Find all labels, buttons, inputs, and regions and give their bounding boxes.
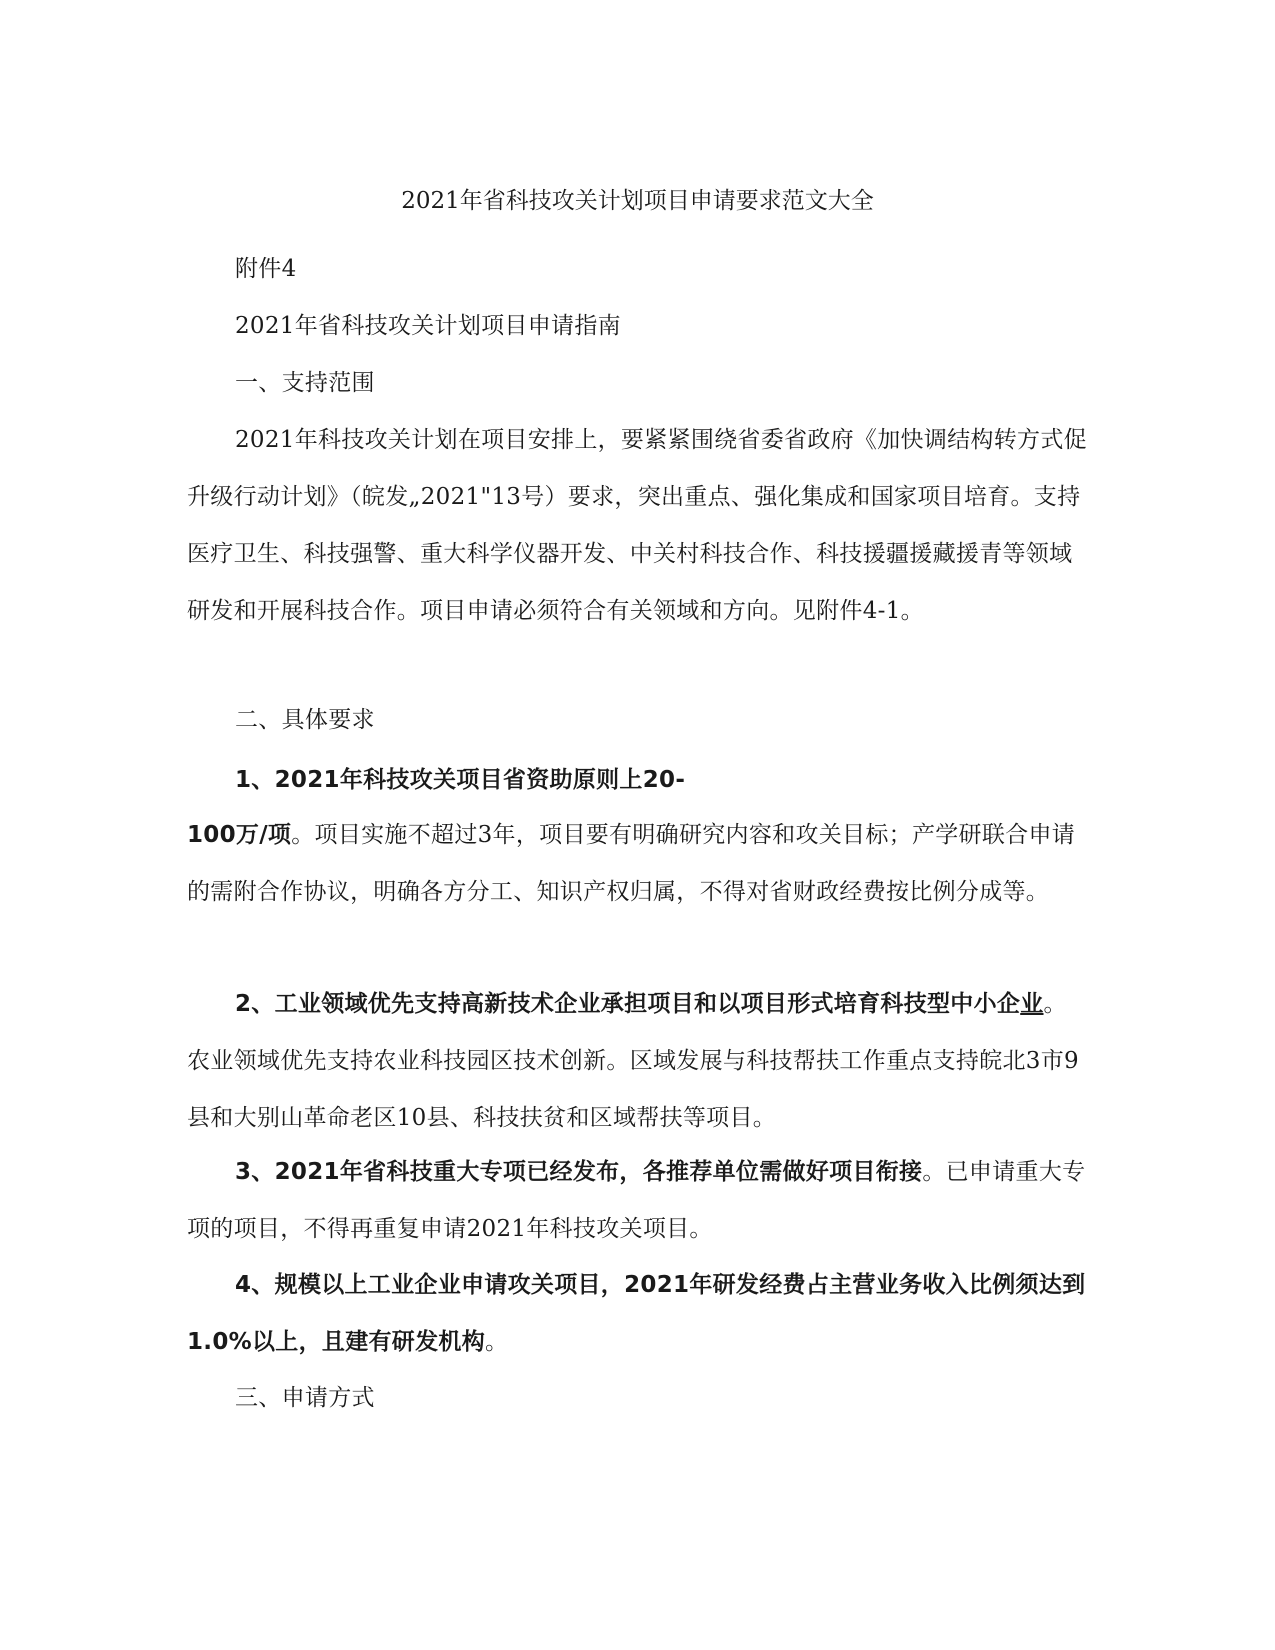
requirement-3-text: 。已申请重大专项的项目，不得再重复申请2021年科技攻关项目。 xyxy=(187,1159,1086,1242)
document-title: 2021年省科技攻关计划项目申请要求范文大全 xyxy=(401,188,874,214)
requirement-2-text: 。农业领域优先支持农业科技园区技术创新。区域发展与科技帮扶工作重点支持皖北3市9县和大别山革命老区10县、科技扶贫和区域帮扶等项目。 xyxy=(187,991,1079,1131)
requirement-3 xyxy=(187,1144,1087,1258)
requirement-1-body xyxy=(187,807,1087,921)
attachment-label: 附件4 xyxy=(235,256,297,282)
guide-title: 2021年省科技攻关计划项目申请指南 xyxy=(235,313,621,339)
section3-heading: 三、申请方式 xyxy=(235,1385,375,1411)
requirement-4 xyxy=(187,1257,1087,1371)
requirement-4-bold: 4、规模以上工业企业申请攻关项目，2021年研发经费占主营业务收入比例须达到1.0%以上，且建有研发机构 xyxy=(187,1272,1086,1355)
requirement-2-bold-lead: 2、工业领域优先支持高新技术企业承担项目和以项目形式培育科技型中小企 xyxy=(235,991,1021,1017)
requirement-1-amount: 100万/项 xyxy=(187,822,292,848)
requirement-1-heading: 1、2021年科技攻关项目省资助原则上20- xyxy=(235,767,686,793)
section1-heading: 一、支持范围 xyxy=(235,370,375,396)
requirement-2 xyxy=(187,976,1087,1147)
requirement-4-text: 。 xyxy=(485,1329,509,1355)
requirement-3-bold: 3、2021年省科技重大专项已经发布，各推荐单位需做好项目衔接 xyxy=(235,1159,923,1185)
section2-heading: 二、具体要求 xyxy=(235,707,375,733)
requirement-2-bold-tail: 业 xyxy=(1020,991,1044,1017)
section1-body: 2021年科技攻关计划在项目安排上，要紧紧围绕省委省政府《加快调结构转方式促升级行动计划》（皖发„2021"13号）要求，突出重点、强化集成和国家项目培育。支持医疗卫生、科技强警、重大科学仪器开发、中关村科技合作、科技援疆援藏援青等领域研发和开展科技合作。项目申请必须符合有关领域和方向。见附件4-1。 xyxy=(187,427,1087,624)
requirement-1-text: 。项目实施不超过3年，项目要有明确研究内容和攻关目标；产学研联合申请的需附合作协议，明确各方分工、知识产权归属，不得对省财政经费按比例分成等。 xyxy=(187,822,1076,905)
